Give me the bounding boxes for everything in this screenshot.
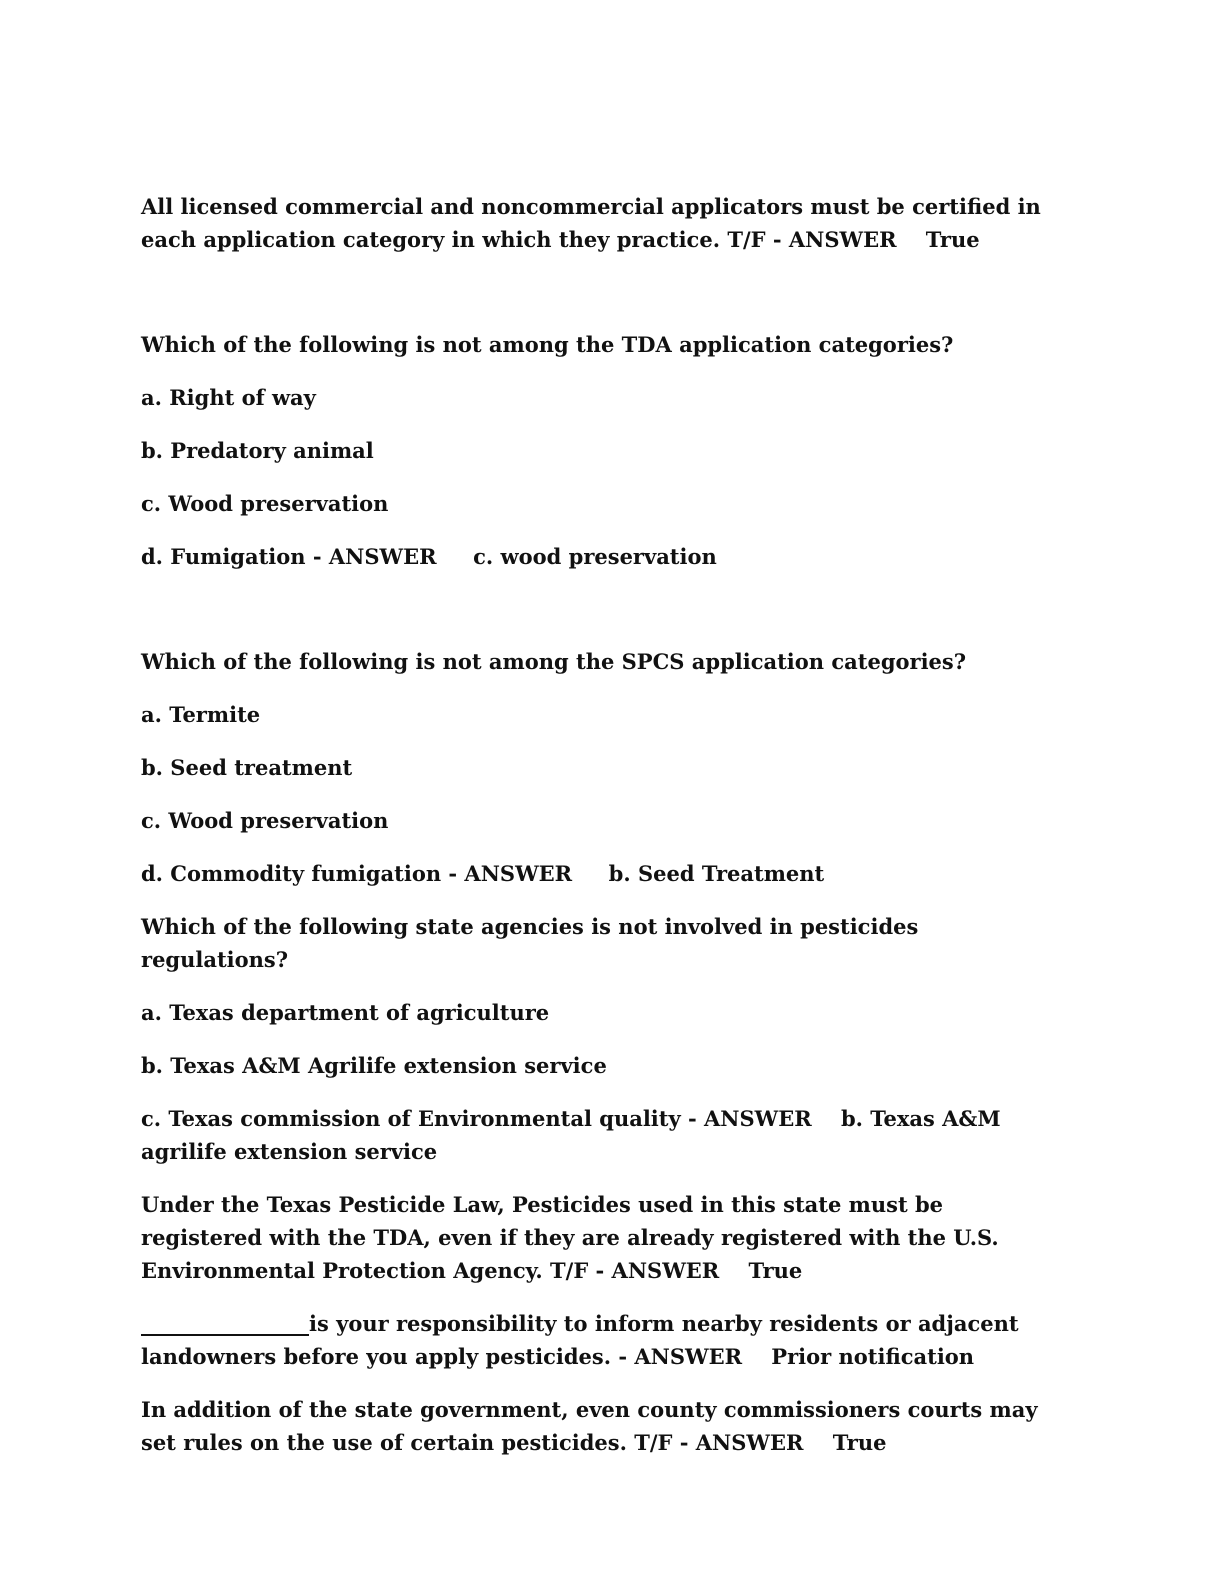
question-2-option-c: c. Wood preservation bbox=[141, 491, 389, 516]
question-2-option-a: a. Right of way bbox=[141, 385, 316, 410]
question-3-option-c: c. Wood preservation bbox=[141, 808, 389, 833]
question-4-option-b: b. Texas A&M Agrilife extension service bbox=[141, 1053, 607, 1078]
question-4-option-c-answer: c. Texas commission of Environmental quality - ANSWER b. Texas A&M agrilife extension service bbox=[141, 1106, 1008, 1164]
question-1: All licensed commercial and noncommercial applicators must be certified in each application category in which they practice. T/F - ANSWER True bbox=[141, 194, 1049, 252]
question-2-option-d-answer: d. Fumigation - ANSWER c. wood preservation bbox=[141, 544, 717, 569]
question-3-option-d-answer: d. Commodity fumigation - ANSWER b. Seed Treatment bbox=[141, 861, 825, 886]
question-6: ________________is your responsibility to inform nearby residents or adjacent landowners before you apply pesticides. - ANSWER Prior notification bbox=[141, 1311, 1026, 1369]
document-page bbox=[141, 190, 1071, 1459]
question-2: Which of the following is not among the TDA application categories? bbox=[141, 332, 954, 357]
question-5: Under the Texas Pesticide Law, Pesticides used in this state must be registered with the TDA, even if they are already registered with the U.S. Environmental Protection Agency. T/F - ANSWER True bbox=[141, 1192, 1007, 1283]
question-3-option-b: b. Seed treatment bbox=[141, 755, 353, 780]
question-3-option-a: a. Termite bbox=[141, 702, 261, 727]
question-2-option-b: b. Predatory animal bbox=[141, 438, 374, 463]
question-4-option-a: a. Texas department of agriculture bbox=[141, 1000, 550, 1025]
question-7: In addition of the state government, even county commissioners courts may set rules on the use of certain pesticides. T/F - ANSWER True bbox=[141, 1397, 1045, 1455]
question-3: Which of the following is not among the SPCS application categories? bbox=[141, 649, 967, 674]
question-4: Which of the following state agencies is not involved in pesticides regulations? bbox=[141, 914, 926, 972]
